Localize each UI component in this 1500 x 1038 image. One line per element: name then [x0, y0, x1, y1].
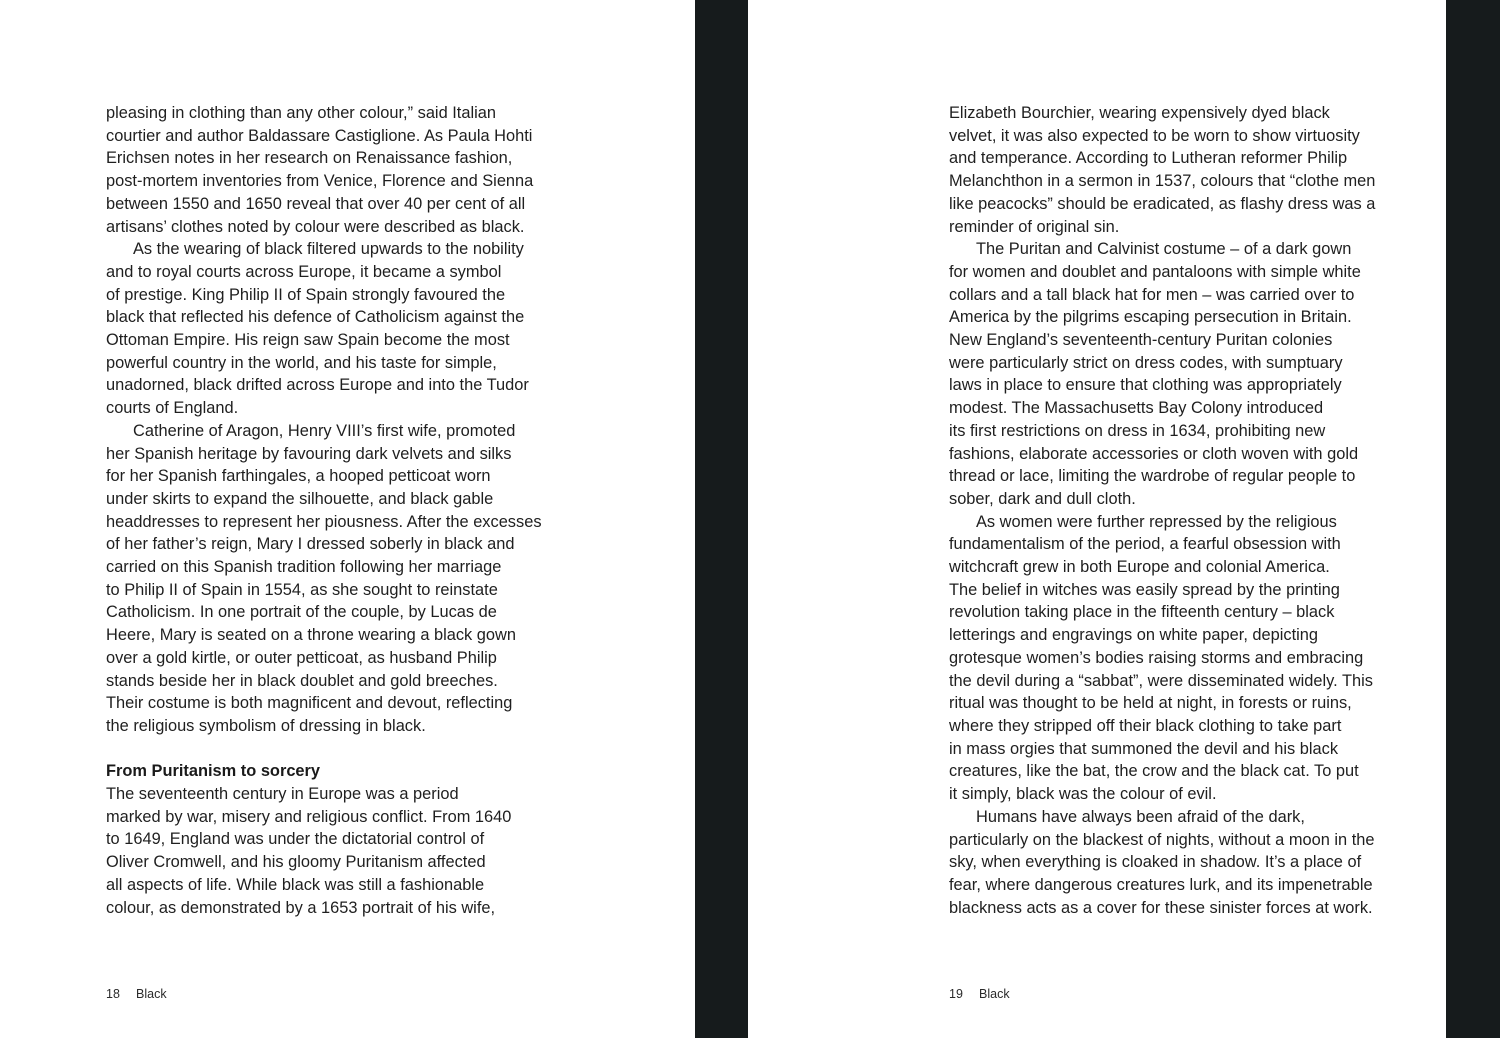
text-line: Elizabeth Bourchier, wearing expensively dyed black: [949, 104, 1330, 122]
text-line: witchcraft grew in both Europe and colonial America.: [949, 558, 1330, 577]
text-line: colour, as demonstrated by a 1653 portrait of his wife,: [106, 898, 496, 917]
left-body-lines-after-heading: [106, 783, 556, 919]
text-line: velvet, it was also expected to be worn to show virtuosity: [949, 126, 1360, 145]
text-line: creatures, like the bat, the crow and the black cat. To put: [949, 762, 1359, 781]
text-line: unadorned, black drifted across Europe and into the Tudor: [106, 376, 529, 395]
text-line: the devil during a “sabbat”, were disseminated widely. This: [949, 671, 1373, 690]
text-line: Melanchthon in a sermon in 1537, colours that “clothe men: [949, 172, 1376, 191]
text-line: reminder of original sin.: [949, 217, 1120, 236]
text-line: in mass orgies that summoned the devil and his black: [949, 739, 1339, 758]
text-line: black that reflected his defence of Catholicism against the: [106, 308, 525, 327]
text-line: of her father’s reign, Mary I dressed soberly in black and: [106, 535, 515, 554]
text-line: were particularly strict on dress codes, with sumptuary: [949, 353, 1343, 372]
text-line: all aspects of life. While black was still a fashionable: [106, 875, 485, 894]
text-line: marked by war, misery and religious conflict. From 1640: [106, 807, 512, 826]
text-line: courts of England.: [106, 399, 239, 418]
text-line: modest. The Massachusetts Bay Colony introduced: [949, 399, 1324, 418]
text-line: blackness acts as a cover for these sinister forces at work.: [949, 898, 1373, 917]
right-page-body: [949, 102, 1399, 919]
text-line: Ottoman Empire. His reign saw Spain become the most: [106, 331, 510, 350]
text-line: over a gold kirtle, or outer petticoat, as husband Philip: [106, 648, 497, 667]
text-line: it simply, black was the colour of evil.: [949, 785, 1217, 804]
text-line: Humans have always been afraid of the dark,: [976, 807, 1305, 826]
page-number: 18: [106, 987, 120, 1001]
section-spacer: [106, 738, 556, 761]
text-line: thread or lace, limiting the wardrobe of regular people to: [949, 467, 1356, 486]
text-line: New England’s seventeenth-century Puritan colonies: [949, 331, 1333, 350]
running-title: Black: [979, 987, 1010, 1001]
text-line: stands beside her in black doublet and gold breeches.: [106, 671, 498, 690]
text-line: fundamentalism of the period, a fearful obsession with: [949, 535, 1341, 554]
page-number: 19: [949, 987, 963, 1001]
left-page-body: [106, 102, 556, 919]
text-line: letterings and engravings on white paper, depicting: [949, 626, 1319, 645]
text-line: powerful country in the world, and his taste for simple,: [106, 353, 497, 372]
text-line: to 1649, England was under the dictatorial control of: [106, 830, 485, 849]
text-line: between 1550 and 1650 reveal that over 40 per cent of all: [106, 194, 526, 213]
text-line: of prestige. King Philip II of Spain strongly favoured the: [106, 285, 506, 304]
right-body-lines: [949, 102, 1399, 919]
running-title: Black: [136, 987, 167, 1001]
right-folio: [949, 987, 1010, 1001]
text-line: Catherine of Aragon, Henry VIII’s first wife, promoted: [133, 421, 516, 440]
text-line: Catholicism. In one portrait of the couple, by Lucas de: [106, 603, 497, 622]
text-line: Erichsen notes in her research on Renaissance fashion,: [106, 149, 513, 168]
text-line: revolution taking place in the fifteenth century – black: [949, 603, 1335, 622]
text-line: The belief in witches was easily spread by the printing: [949, 580, 1340, 599]
text-line: where they stripped off their black clothing to take part: [949, 716, 1342, 735]
text-line: for women and doublet and pantaloons with simple white: [949, 262, 1361, 281]
text-line: her Spanish heritage by favouring dark velvets and silks: [106, 444, 512, 463]
text-line: fashions, elaborate accessories or cloth woven with gold: [949, 444, 1359, 463]
text-line: to Philip II of Spain in 1554, as she sought to reinstate: [106, 580, 498, 599]
text-line: The Puritan and Calvinist costume – of a dark gown: [976, 240, 1352, 259]
text-line: fear, where dangerous creatures lurk, and its impenetrable: [949, 875, 1373, 894]
text-line: and temperance. According to Lutheran reformer Philip: [949, 149, 1348, 168]
text-line: The seventeenth century in Europe was a period: [106, 785, 459, 804]
section-heading: From Puritanism to sorcery: [106, 762, 321, 781]
center-gutter: [695, 0, 748, 1038]
text-line: Heere, Mary is seated on a throne wearing a black gown: [106, 626, 516, 645]
text-line: courtier and author Baldassare Castiglione. As Paula Hohti: [106, 126, 533, 145]
left-body-lines: [106, 102, 556, 738]
text-line: Their costume is both magnificent and devout, reflecting: [106, 694, 513, 713]
text-line: and to royal courts across Europe, it became a symbol: [106, 262, 502, 281]
right-edge-band: [1446, 0, 1500, 1038]
text-line: grotesque women’s bodies raising storms and embracing: [949, 648, 1364, 667]
text-line: headdresses to represent her piousness. After the excesses: [106, 512, 542, 531]
text-line: As the wearing of black filtered upwards to the nobility: [133, 240, 524, 259]
text-line: like peacocks” should be eradicated, as flashy dress was a: [949, 194, 1376, 213]
text-line: post-mortem inventories from Venice, Florence and Sienna: [106, 172, 534, 191]
left-folio: [106, 987, 167, 1001]
text-line: collars and a tall black hat for men – was carried over to: [949, 285, 1355, 304]
left-page: [0, 0, 695, 1038]
text-line: Oliver Cromwell, and his gloomy Puritanism affected: [106, 853, 486, 872]
text-line: pleasing in clothing than any other colour,” said Italian: [106, 104, 496, 122]
right-page: [748, 0, 1446, 1038]
text-line: carried on this Spanish tradition following her marriage: [106, 558, 502, 577]
text-line: sober, dark and dull cloth.: [949, 489, 1136, 508]
text-line: America by the pilgrims escaping persecution in Britain.: [949, 308, 1352, 327]
text-line: sky, when everything is cloaked in shadow. It’s a place of: [949, 853, 1362, 872]
text-line: under skirts to expand the silhouette, and black gable: [106, 489, 494, 508]
text-line: its first restrictions on dress in 1634, prohibiting new: [949, 421, 1326, 440]
text-line: for her Spanish farthingales, a hooped petticoat worn: [106, 467, 491, 486]
text-line: As women were further repressed by the religious: [976, 512, 1337, 531]
text-line: the religious symbolism of dressing in black.: [106, 716, 426, 735]
text-line: laws in place to ensure that clothing was appropriately: [949, 376, 1342, 395]
text-line: artisans’ clothes noted by colour were described as black.: [106, 217, 525, 236]
text-line: ritual was thought to be held at night, in forests or ruins,: [949, 694, 1352, 713]
text-line: particularly on the blackest of nights, without a moon in the: [949, 830, 1375, 849]
